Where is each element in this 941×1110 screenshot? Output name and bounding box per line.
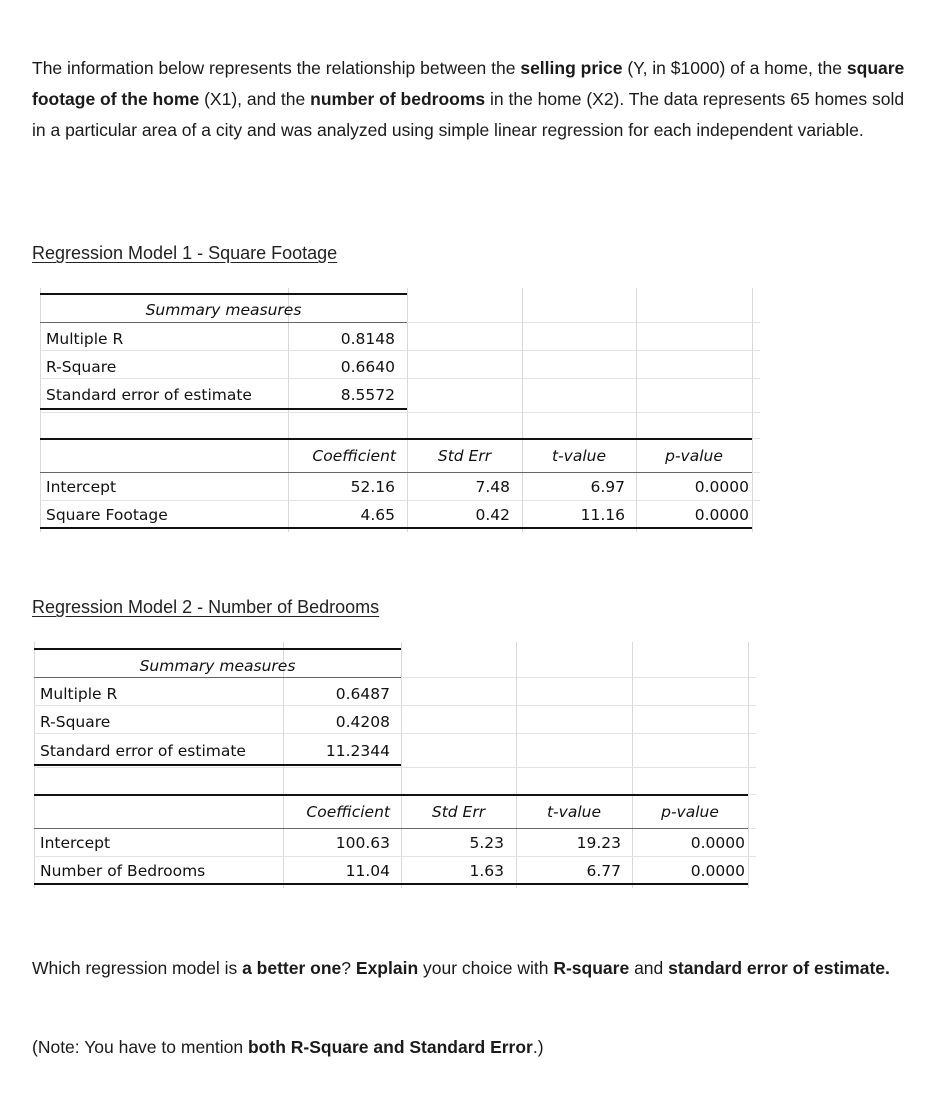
summary-value: 0.6487 [335,685,390,703]
model2-heading: Regression Model 2 - Number of Bedrooms [32,597,380,617]
col-header-coefficient: Coefficient [312,447,396,465]
coef-value: 52.16 [350,478,395,496]
t-value: 6.77 [586,862,621,880]
summary-label: R-Square [46,358,117,376]
t-value: 6.97 [590,478,625,496]
note-text: .) [532,1037,544,1057]
summary-value: 0.6640 [340,358,395,376]
summary-value: 11.2344 [325,742,390,760]
intro-text: The information below represents the relationship between the [32,58,521,78]
question-bold: R-square [553,958,630,978]
col-header-t-value: t-value [546,803,601,821]
std-err-value: 7.48 [475,478,510,496]
p-value: 0.0000 [690,834,745,852]
model1-heading: Regression Model 1 - Square Footage [32,243,338,263]
question-bold: Explain [355,958,419,978]
row-label: Square Footage [46,506,168,524]
std-err-value: 0.42 [475,506,510,524]
summary-value: 0.8148 [340,330,395,348]
std-err-value: 5.23 [469,834,504,852]
intro-text: (X1), and the [199,89,311,109]
coef-value: 100.63 [335,834,390,852]
intro-bold: selling price [520,58,623,78]
note-bold: both R-Square and Standard Error [247,1037,533,1057]
model2-summary-title: Summary measures [139,657,296,675]
p-value: 0.0000 [690,862,745,880]
intro-bold: square footage of the home [32,58,905,109]
p-value: 0.0000 [694,506,749,524]
question-text: your choice with [418,958,554,978]
question-paragraph [32,953,912,984]
model1-sheet [40,288,760,532]
row-label: Number of Bedrooms [40,862,206,880]
note-text: (Note: You have to mention [32,1037,248,1057]
question-text: Which regression model is [32,958,243,978]
coef-value: 4.65 [360,506,395,524]
col-header-std-err: Std Err [431,803,486,821]
note-paragraph [32,1032,544,1063]
row-label: Intercept [46,478,117,496]
t-value: 11.16 [580,506,625,524]
p-value: 0.0000 [694,478,749,496]
col-header-coefficient: Coefficient [306,803,390,821]
col-header-std-err: Std Err [437,447,492,465]
intro-bold: number of bedrooms [310,89,486,109]
summary-label: Standard error of estimate [40,742,246,760]
model2-sheet [34,642,756,888]
model1-summary-title: Summary measures [145,301,302,319]
intro-text: in the home (X2). The data represents 65 homes sold in a particular area of a city and was analyzed using simple linear regression for each independent variable. [32,89,905,140]
intro-paragraph [32,53,912,146]
t-value: 19.23 [576,834,621,852]
summary-label: Multiple R [46,330,124,348]
summary-label: R-Square [40,713,111,731]
intro-text: (Y, in $1000) of a home, the [622,58,847,78]
question-bold: a better one [242,958,342,978]
col-header-t-value: t-value [551,447,606,465]
col-header-p-value: p-value [665,447,723,465]
question-text: ? [341,958,356,978]
question-bold: standard error of estimate. [668,958,890,978]
row-label: Intercept [40,834,111,852]
summary-value: 0.4208 [335,713,390,731]
question-text: and [629,958,669,978]
summary-label: Multiple R [40,685,118,703]
std-err-value: 1.63 [469,862,504,880]
summary-label: Standard error of estimate [46,386,252,404]
coef-value: 11.04 [345,862,390,880]
summary-value: 8.5572 [340,386,395,404]
col-header-p-value: p-value [661,803,719,821]
